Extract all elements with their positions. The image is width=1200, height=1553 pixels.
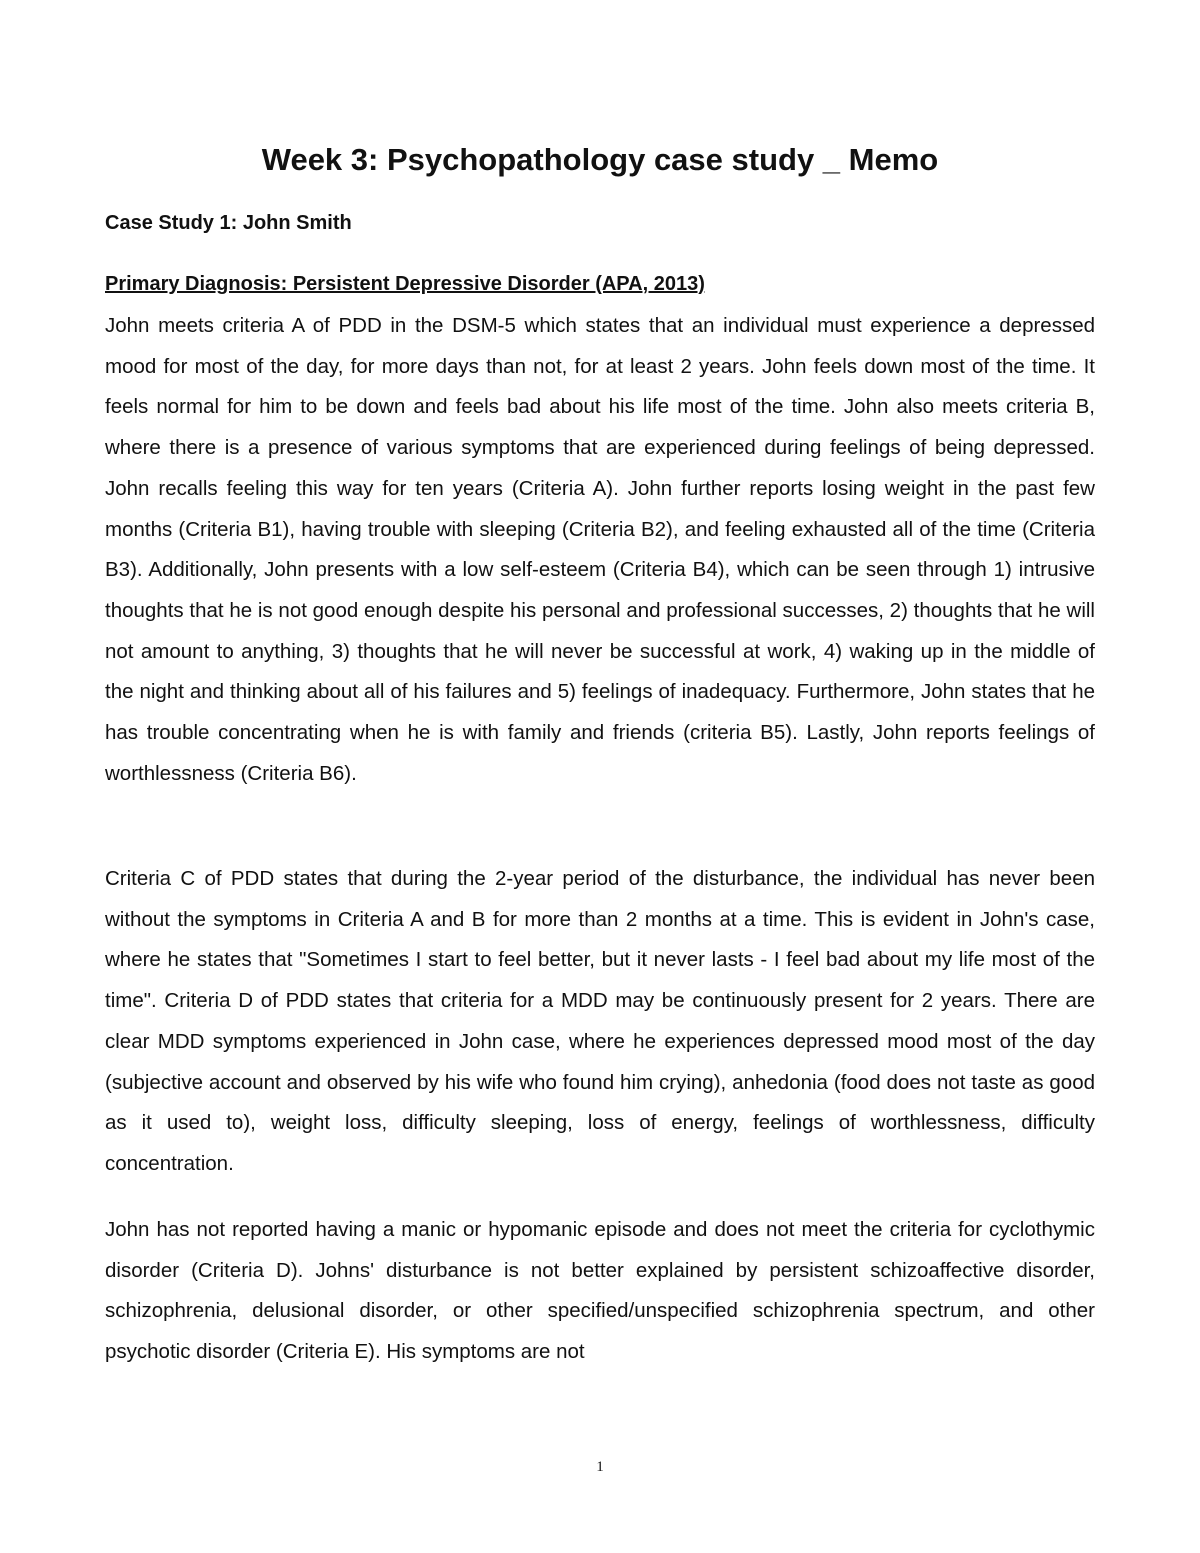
- primary-diagnosis-heading: Primary Diagnosis: Persistent Depressive Disorder (APA, 2013): [105, 273, 705, 295]
- paragraph-criteria-a-b: John meets criteria A of PDD in the DSM-5 which states that an individual must experience a depressed mood for most of the day, for more days than not, for at least 2 years. John feels down most of the time. It feels normal for him to be down and feels bad about his life most of the time. John also meets criteria B, where there is a presence of various symptoms that are experienced during feelings of being depressed. John recalls feeling this way for ten years (Criteria A). John further reports losing weight in the past few months (Criteria B1), having trouble with sleeping (Criteria B2), and feeling exhausted all of the time (Criteria B3). Additionally, John presents with a low self-esteem (Criteria B4), which can be seen through 1) intrusive thoughts that he is not good enough despite his personal and professional successes, 2) thoughts that he will not amount to anything, 3) thoughts that he will never be successful at work, 4) waking up in the middle of the night and thinking about all of his failures and 5) feelings of inadequacy. Furthermore, John states that he has trouble concentrating when he is with family and friends (criteria B5). Lastly, John reports feelings of worthlessness (Criteria B6).: [105, 314, 1095, 785]
- paragraph-criteria-d-e: John has not reported having a manic or hypomanic episode and does not meet the criteria for cyclothymic disorder (Criteria D). Johns' disturbance is not better explained by persistent schizoaffective disorder, schizophrenia, delusional disorder, or other specified/unspecified schizophrenia spectrum, and other psychotic disorder (Criteria E). His symptoms are not: [105, 1218, 1095, 1364]
- case-study-heading: Case Study 1: John Smith: [105, 212, 352, 234]
- page-number: 1: [596, 1459, 604, 1475]
- document-title: Week 3: Psychopathology case study _ Memo: [261, 142, 939, 177]
- paragraph-criteria-c-d: Criteria C of PDD states that during the 2-year period of the disturbance, the individual has never been without the symptoms in Criteria A and B for more than 2 months at a time. This is evident in John's case, where he states that "Sometimes I start to feel better, but it never lasts - I feel bad about my life most of the time". Criteria D of PDD states that criteria for a MDD may be continuously present for 2 years. There are clear MDD symptoms experienced in John case, where he experiences depressed mood most of the day (subjective account and observed by his wife who found him crying), anhedonia (food does not taste as good as it used to), weight loss, difficulty sleeping, loss of energy, feelings of worthlessness, difficulty concentration.: [105, 867, 1095, 1175]
